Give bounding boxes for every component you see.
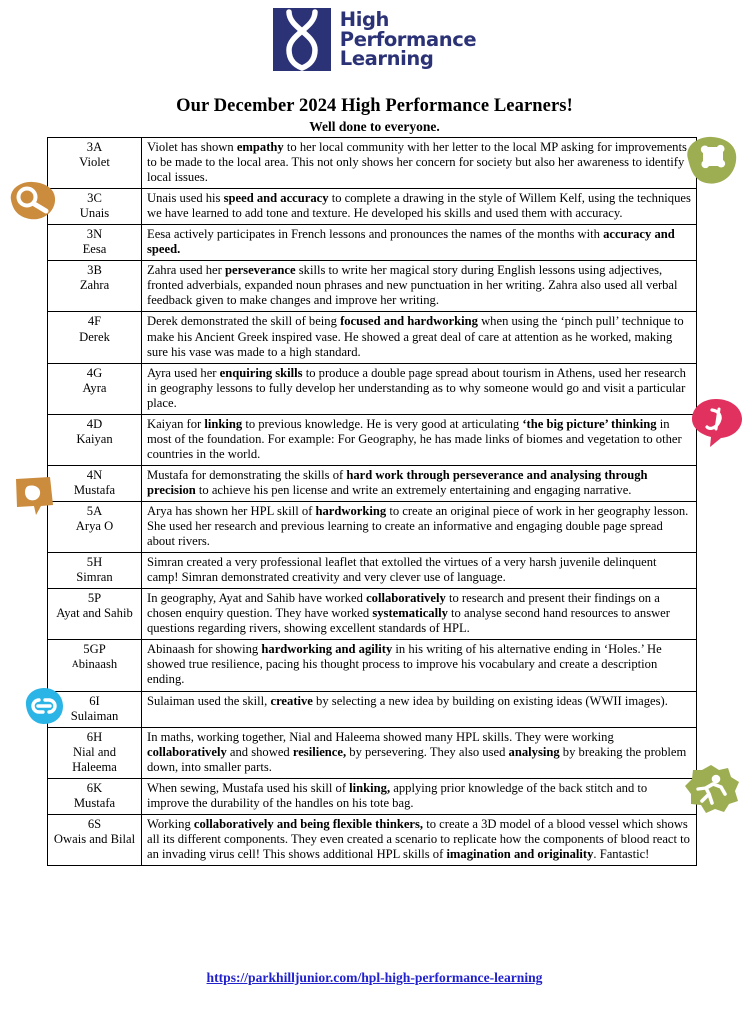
class-name-cell bbox=[48, 814, 142, 865]
page-title: Our December 2024 High Performance Learners! bbox=[176, 96, 573, 116]
citation-text-cell: Mustafa for demonstrating the skills of hard work through perseverance and analysing through precision to achieve his pen license and write an extremely entertaining and engaging narrative. bbox=[142, 465, 697, 501]
pupil-name: Mustafa bbox=[73, 482, 116, 497]
hpl-logo-wordmark bbox=[339, 7, 477, 71]
class-label: 5GP bbox=[83, 642, 106, 657]
class-name-cell bbox=[48, 261, 142, 312]
class-name-cell bbox=[48, 691, 142, 727]
citation-text-cell: Sulaiman used the skill, creative by selecting a new idea by building on existing ideas (WWII images). bbox=[142, 691, 697, 727]
table-row bbox=[48, 727, 697, 778]
logo-line-1: High bbox=[339, 7, 390, 31]
pupil-name: Derek bbox=[79, 329, 110, 344]
table-row bbox=[48, 589, 697, 640]
class-label: 6S bbox=[87, 816, 102, 831]
citation-text-cell: Zahra used her perseverance skills to write her magical story during English lessons using adjectives, fronted adverbials, expanded noun phrases and new punctuation in her writing. Zahra also used all verbal feedback given to make changes and improve her writing. bbox=[142, 261, 697, 312]
table-row bbox=[48, 189, 697, 225]
logo-line-2: Performance bbox=[339, 27, 477, 51]
pupil-name: Arya O bbox=[75, 519, 114, 534]
page-subtitle: Well done to everyone. bbox=[309, 119, 440, 134]
class-name-cell bbox=[48, 589, 142, 640]
class-name-cell bbox=[48, 501, 142, 552]
citation-text-cell: Unais used his speed and accuracy to complete a drawing in the style of Willem Kelf, using the techniques we have learned to add tone and texture. He developed his skills and used them with accuracy. bbox=[142, 189, 697, 225]
citation-text-cell: Abinaash for showing hardworking and agility in his writing of his alternative ending in ‘Holes.’ He showed true resilience, pacing his thought process to improve his vocabulary and create a description ending. bbox=[142, 640, 697, 691]
citation-text-cell: In maths, working together, Nial and Haleema showed many HPL skills. They were working collaboratively and showed resilience, by persevering. They also used analysing by breaking the problem down, into smaller parts. bbox=[142, 727, 697, 778]
table-row bbox=[48, 138, 697, 189]
table-row bbox=[48, 363, 697, 414]
class-label: 3N bbox=[86, 227, 103, 242]
dna-helix-logo-icon bbox=[273, 8, 331, 71]
class-label: 5P bbox=[87, 591, 102, 606]
table-row bbox=[48, 691, 697, 727]
class-name-cell bbox=[48, 312, 142, 363]
class-label: 6I bbox=[89, 693, 100, 708]
class-name-cell bbox=[48, 189, 142, 225]
class-label: 5H bbox=[86, 555, 103, 570]
table-row bbox=[48, 465, 697, 501]
table-row bbox=[48, 778, 697, 814]
pupil-name: Ayat and Sahib bbox=[56, 606, 133, 621]
class-name-cell bbox=[48, 553, 142, 589]
learners-table-body bbox=[48, 138, 697, 866]
table-row bbox=[48, 553, 697, 589]
class-label: 3A bbox=[86, 140, 103, 154]
pupil-name: Kaiyan bbox=[76, 431, 113, 446]
table-row bbox=[48, 261, 697, 312]
pupil-name: Simran bbox=[76, 570, 113, 585]
learners-table bbox=[47, 137, 697, 866]
citation-text-cell: Simran created a very professional leaflet that extolled the virtues of a very harsh juvenile delinquent camp! Simran demonstrated creativity and very clever use of language. bbox=[142, 553, 697, 589]
citation-text-cell: When sewing, Mustafa used his skill of linking, applying prior knowledge of the back stitch and to improve the durability of the handles on his tote bag. bbox=[142, 778, 697, 814]
class-name-cell bbox=[48, 778, 142, 814]
pupil-name: Mustafa bbox=[73, 795, 116, 810]
class-label: 5A bbox=[86, 503, 103, 518]
citation-text-cell: In geography, Ayat and Sahib have worked collaboratively to research and present their findings on a chosen enquiry question. They have worked systematically to analyse second hand resources to answer questions regarding rivers, showing excellent standards of HPL. bbox=[142, 589, 697, 640]
citation-text-cell: Violet has shown empathy to her local community with her letter to the local MP asking for improvements to be made to the local area. This not only shows her concern for society but also her awareness to identify local issues. bbox=[142, 138, 697, 189]
class-label: 6H bbox=[86, 729, 103, 744]
class-name-cell bbox=[48, 465, 142, 501]
citation-text-cell: Kaiyan for linking to previous knowledge. He is very good at articulating ‘the big picture’ thinking in most of the foundation. For example: For Geography, he has made links of biomes and vegetation to other countries in the world. bbox=[142, 414, 697, 465]
citation-text-cell: Eesa actively participates in French lessons and pronounces the names of the months with accuracy and speed. bbox=[142, 225, 697, 261]
citation-text-cell: Derek demonstrated the skill of being focused and hardworking when using the ‘pinch pull’ technique to make his Ancient Greek inspired vase. He showed a great deal of care at attention as he worked, making sure his vase was made to a high standard. bbox=[142, 312, 697, 363]
class-label: 3C bbox=[87, 191, 102, 206]
class-name-cell bbox=[48, 225, 142, 261]
class-label: 4N bbox=[86, 467, 103, 482]
class-label: 3B bbox=[87, 263, 102, 278]
table-row bbox=[48, 312, 697, 363]
learners-table-wrap bbox=[47, 137, 697, 866]
citation-text-cell: Ayra used her enquiring skills to produce a double page spread about tourism in Athens, used her research in geography lessons to fully develop her understanding as to why someone would go and visit a particular place. bbox=[142, 363, 697, 414]
table-row bbox=[48, 414, 697, 465]
pupil-name: Unais bbox=[79, 206, 110, 221]
citation-text-cell: Arya has shown her HPL skill of hardworking to create an original piece of work in her geography lesson. She used her research and previous learning to create an informative and engaging double page spread about rivers. bbox=[142, 501, 697, 552]
table-row bbox=[48, 501, 697, 552]
table-row bbox=[48, 814, 697, 865]
class-name-cell bbox=[48, 138, 142, 189]
hpl-info-link[interactable]: https://parkhilljunior.com/hpl-high-performance-learning bbox=[206, 970, 543, 985]
pupil-name: Nial and Haleema bbox=[72, 744, 117, 774]
pupil-name: Zahra bbox=[79, 278, 110, 293]
pupil-name: Abinaash bbox=[71, 657, 118, 672]
logo-line-3: Learning bbox=[339, 47, 434, 71]
pupil-name: Owais and Bilal bbox=[53, 831, 136, 846]
class-name-cell bbox=[48, 363, 142, 414]
table-row bbox=[48, 640, 697, 691]
pupil-name: Eesa bbox=[82, 242, 107, 257]
class-label: 4G bbox=[86, 365, 103, 380]
class-name-cell bbox=[48, 727, 142, 778]
class-name-cell bbox=[48, 414, 142, 465]
class-label: 4F bbox=[87, 314, 102, 329]
class-label: 6K bbox=[86, 780, 103, 795]
table-row bbox=[48, 225, 697, 261]
hpl-logo bbox=[0, 8, 749, 71]
pupil-name: Violet bbox=[79, 155, 110, 170]
pupil-name: Sulaiman bbox=[70, 708, 119, 723]
class-label: 4D bbox=[86, 416, 103, 431]
citation-text-cell: Working collaboratively and being flexible thinkers, to create a 3D model of a blood vessel which shows all its different components. They even created a scenario to replicate how the components of blood react to an invading virus cell! This shows additional HPL skills of imagination and originality. Fantastic! bbox=[142, 814, 697, 865]
pupil-name: Ayra bbox=[82, 380, 107, 395]
class-name-cell bbox=[48, 640, 142, 691]
